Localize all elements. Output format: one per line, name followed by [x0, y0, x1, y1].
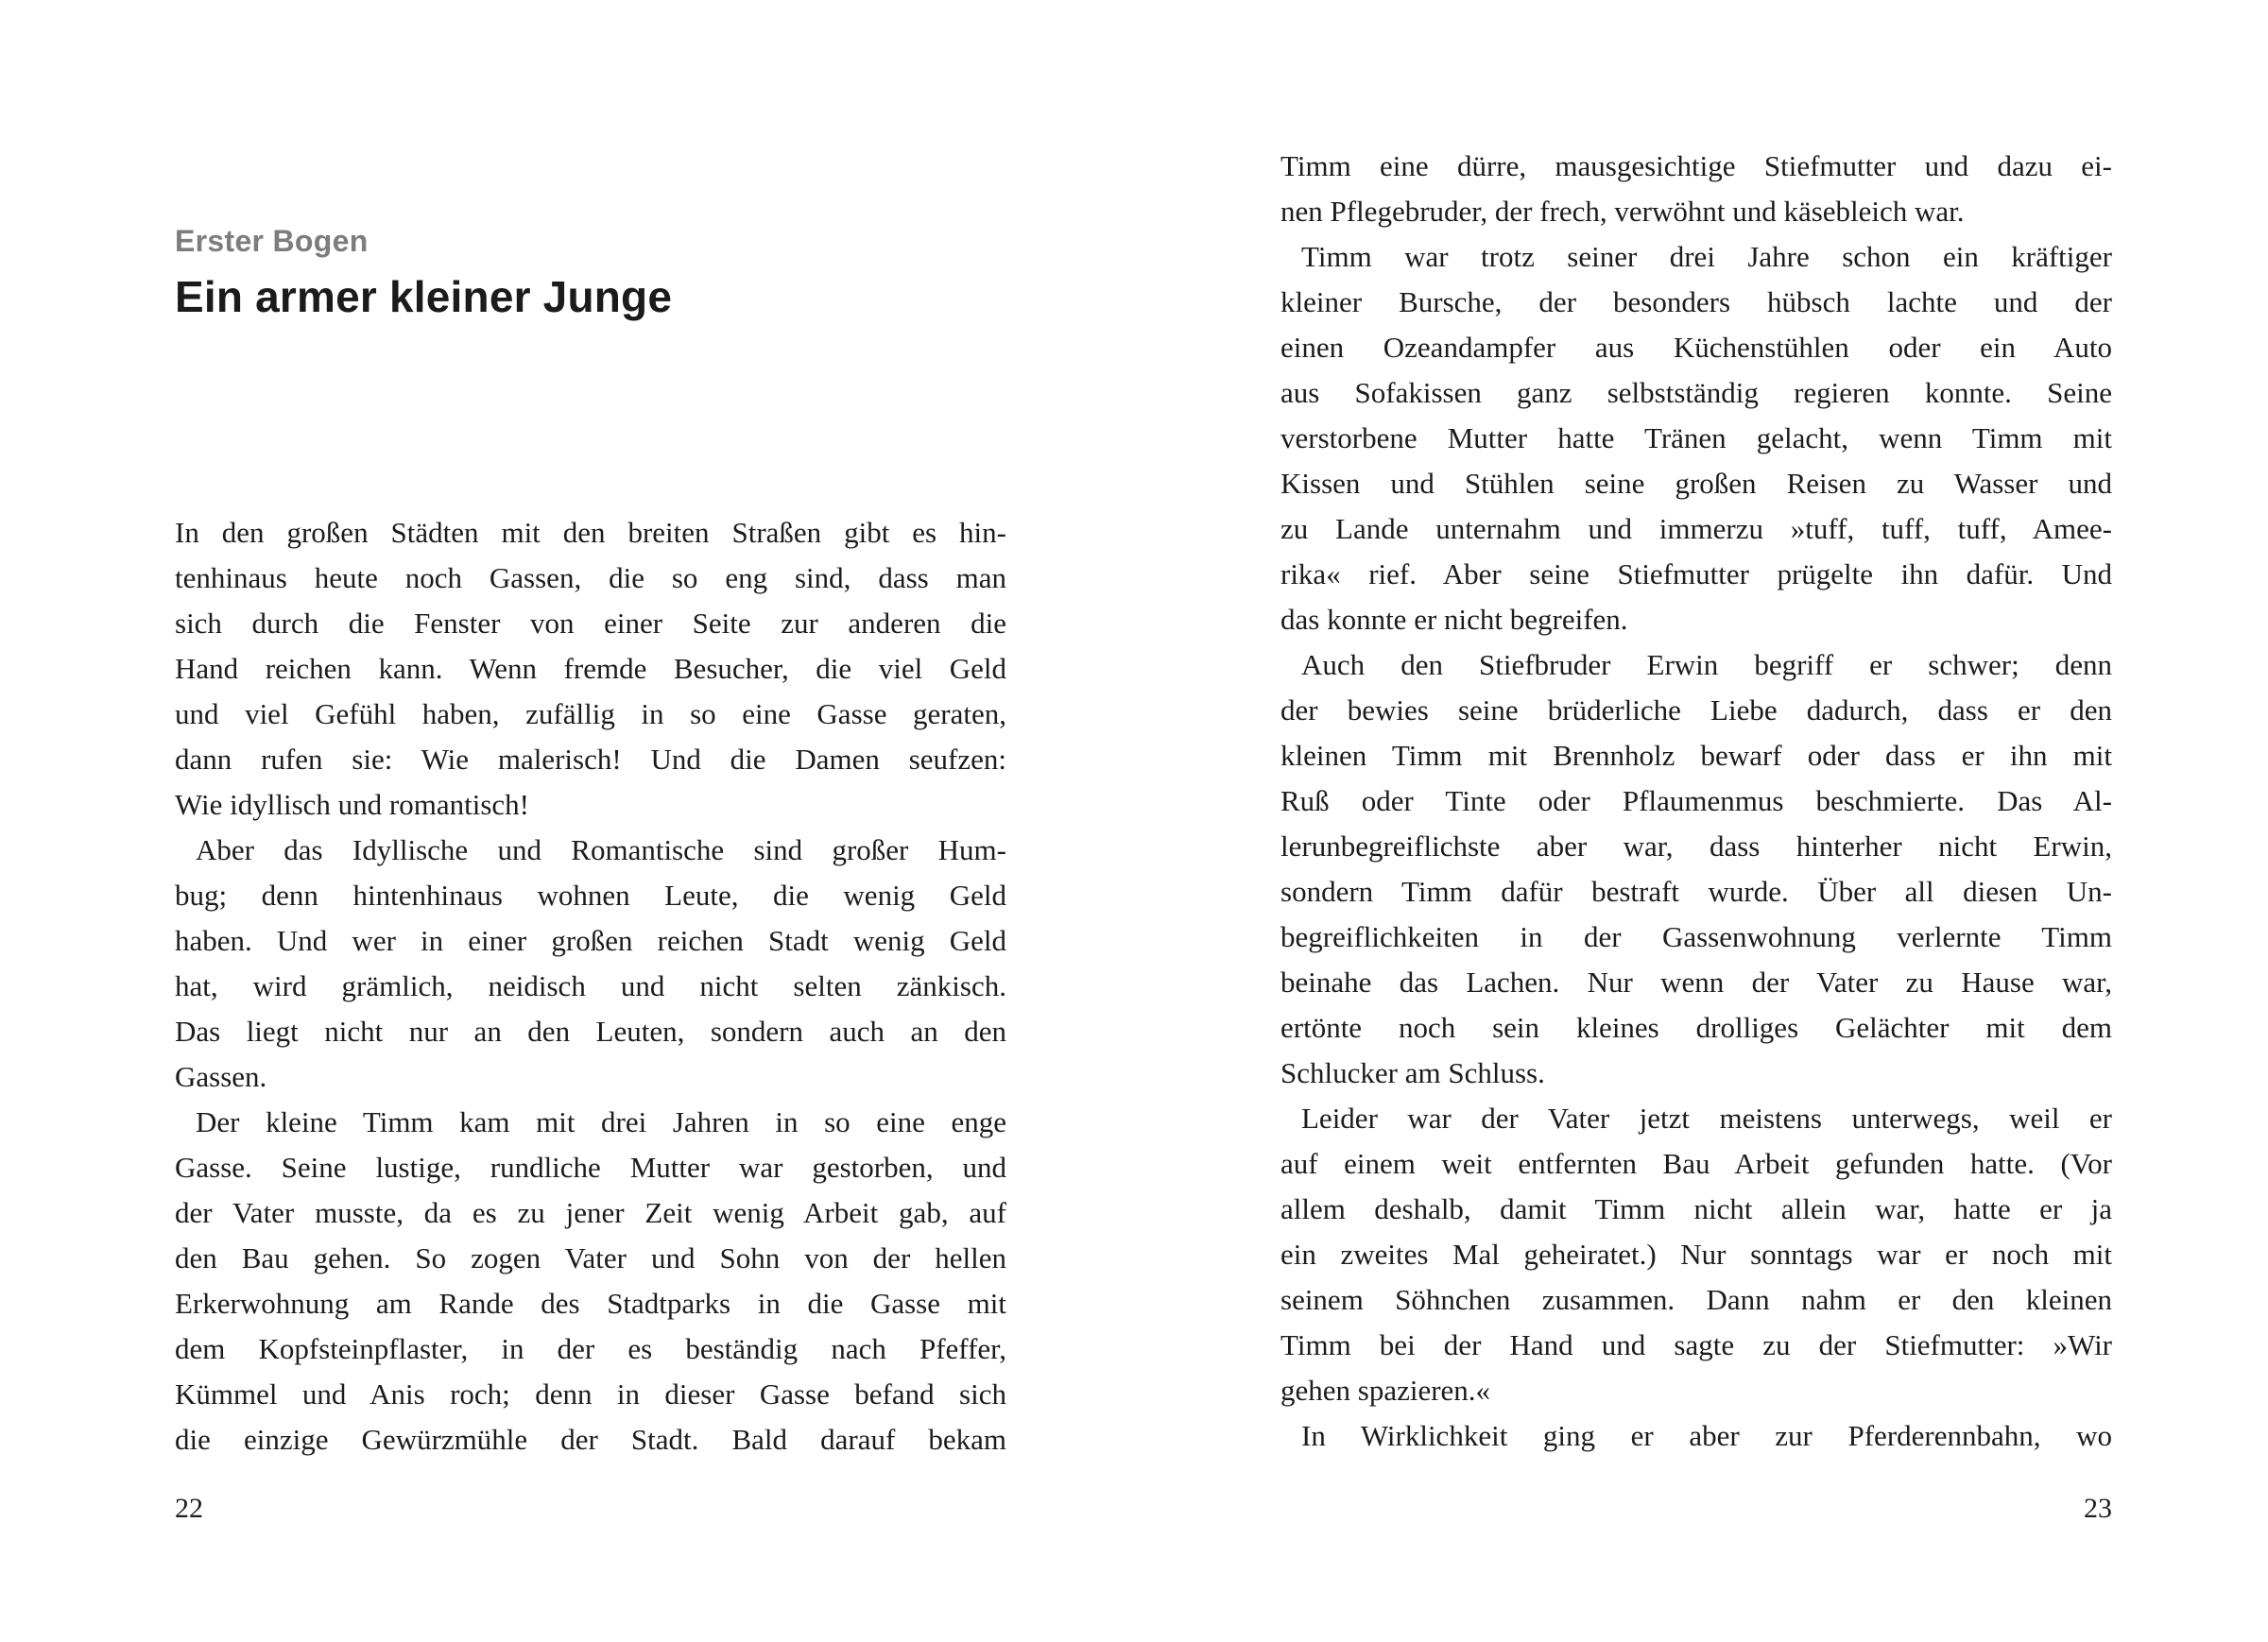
text-line: Aber das Idyllische und Romantische sind großer Hum- — [196, 833, 1006, 866]
text-line: Gasse. Seine lustige, rundliche Mutter war gestorben, und — [175, 1151, 1006, 1184]
text-line: haben. Und wer in einer großen reichen Stadt wenig Geld — [175, 924, 1006, 957]
text-line: tenhinaus heute noch Gassen, die so eng sind, dass man — [175, 561, 1006, 594]
text-line: rika« rief. Aber seine Stiefmutter prügelte ihn dafür. Und — [1280, 557, 2112, 590]
text-line: Kümmel und Anis roch; denn in dieser Gasse befand sich — [175, 1377, 1006, 1411]
left-page — [175, 0, 1006, 1642]
right-page-body — [1280, 144, 2112, 1459]
text-line: Kissen und Stühlen seine großen Reisen zu Wasser und — [1280, 467, 2112, 500]
text-line: lerunbegreiflichste aber war, dass hinterher nicht Erwin, — [1280, 830, 2112, 863]
text-line: auf einem weit entfernten Bau Arbeit gefunden hatte. (Vor — [1280, 1147, 2112, 1180]
text-line: Ruß oder Tinte oder Pflaumenmus beschmierte. Das Al- — [1280, 784, 2112, 817]
paragraph — [175, 1100, 1006, 1462]
text-line: aus Sofakissen ganz selbstständig regieren konnte. Seine — [1280, 376, 2112, 409]
paragraph — [1280, 1413, 2112, 1459]
text-line: begreiflichkeiten in der Gassenwohnung verlernte Timm — [1280, 920, 2112, 953]
paragraph — [1280, 642, 2112, 1096]
text-line: Leider war der Vater jetzt meistens unterwegs, weil er — [1301, 1102, 2112, 1135]
text-line: und viel Gefühl haben, zufällig in so eine Gasse geraten, — [175, 697, 1006, 730]
paragraph — [1280, 234, 2112, 642]
text-line: einen Ozeandampfer aus Küchenstühlen oder ein Auto — [1280, 331, 2112, 364]
text-line: kleinen Timm mit Brennholz bewarf oder dass er ihn mit — [1280, 739, 2112, 772]
text-line: kleiner Bursche, der besonders hübsch lachte und der — [1280, 285, 2112, 318]
text-line: allem deshalb, damit Timm nicht allein war, hatte er ja — [1280, 1192, 2112, 1225]
text-line: In Wirklichkeit ging er aber zur Pferderennbahn, wo — [1301, 1419, 2112, 1452]
text-line: bug; denn hintenhinaus wohnen Leute, die wenig Geld — [175, 879, 1006, 912]
text-line: hat, wird grämlich, neidisch und nicht selten zänkisch. — [175, 969, 1006, 1002]
text-line: Auch den Stiefbruder Erwin begriff er schwer; denn — [1301, 648, 2112, 681]
text-line: der Vater musste, da es zu jener Zeit wenig Arbeit gab, auf — [175, 1196, 1006, 1229]
paragraph — [175, 828, 1006, 1100]
right-page — [1280, 0, 2112, 1642]
text-line: gehen spazieren.« — [1280, 1374, 1491, 1407]
text-line: dem Kopfsteinpflaster, in der es beständig nach Pfeffer, — [175, 1332, 1006, 1365]
text-line: das konnte er nicht begreifen. — [1280, 603, 1628, 636]
text-line: Erkerwohnung am Rande des Stadtparks in die Gasse mit — [175, 1287, 1006, 1320]
page-number-right: 23 — [2084, 1493, 2112, 1524]
text-line: Timm eine dürre, mausgesichtige Stiefmutter und dazu ei- — [1280, 149, 2112, 182]
text-line: nen Pflegebruder, der frech, verwöhnt und käsebleich war. — [1280, 195, 1965, 228]
text-line: Wie idyllisch und romantisch! — [175, 788, 529, 821]
text-line: Timm bei der Hand und sagte zu der Stiefmutter: »Wir — [1280, 1328, 2112, 1361]
text-line: den Bau gehen. So zogen Vater und Sohn von der hellen — [175, 1241, 1006, 1274]
text-line: seinem Söhnchen zusammen. Dann nahm er den kleinen — [1280, 1283, 2112, 1316]
text-line: In den großen Städten mit den breiten Straßen gibt es hin- — [175, 516, 1006, 549]
text-line: ein zweites Mal geheiratet.) Nur sonntags war er noch mit — [1280, 1238, 2112, 1271]
text-line: sich durch die Fenster von einer Seite zur anderen die — [175, 607, 1006, 640]
left-page-body — [175, 510, 1006, 1462]
text-line: Timm war trotz seiner drei Jahre schon ein kräftiger — [1301, 240, 2112, 273]
text-line: beinahe das Lachen. Nur wenn der Vater zu Hause war, — [1280, 966, 2112, 999]
text-line: verstorbene Mutter hatte Tränen gelacht, wenn Timm mit — [1280, 421, 2112, 454]
text-line: Das liegt nicht nur an den Leuten, sondern auch an den — [175, 1015, 1006, 1048]
text-line: Der kleine Timm kam mit drei Jahren in so eine enge — [196, 1105, 1006, 1138]
chapter-title: Ein armer kleiner Junge — [175, 272, 673, 321]
paragraph — [175, 510, 1006, 828]
text-line: dann rufen sie: Wie malerisch! Und die Damen seufzen: — [175, 743, 1006, 776]
text-line: Hand reichen kann. Wenn fremde Besucher, die viel Geld — [175, 652, 1006, 685]
text-line: Schlucker am Schluss. — [1280, 1056, 1545, 1089]
page-number-left: 22 — [175, 1493, 203, 1524]
section-kicker: Erster Bogen — [175, 224, 369, 258]
text-line: die einzige Gewürzmühle der Stadt. Bald darauf bekam — [175, 1423, 1006, 1456]
text-line: Gassen. — [175, 1060, 267, 1093]
text-line: sondern Timm dafür bestraft wurde. Über all diesen Un- — [1280, 875, 2112, 908]
text-line: zu Lande unternahm und immerzu »tuff, tuff, tuff, Amee- — [1280, 512, 2112, 545]
text-line: der bewies seine brüderliche Liebe dadurch, dass er den — [1280, 693, 2112, 727]
text-line: ertönte noch sein kleines drolliges Gelächter mit dem — [1280, 1011, 2112, 1044]
paragraph — [1280, 1096, 2112, 1413]
paragraph — [1280, 144, 2112, 234]
